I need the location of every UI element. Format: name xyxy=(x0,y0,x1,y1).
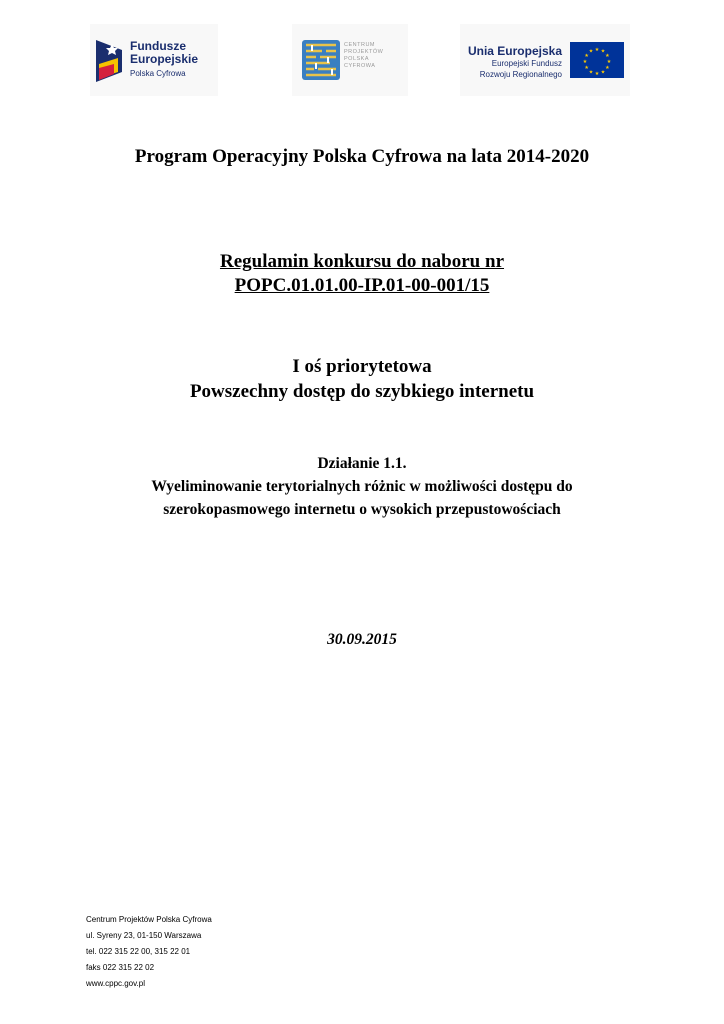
regulation-title xyxy=(0,250,724,298)
svg-text:★: ★ xyxy=(584,65,589,71)
svg-text:★: ★ xyxy=(588,48,594,55)
svg-text:★: ★ xyxy=(588,69,594,76)
svg-text:★: ★ xyxy=(600,69,606,76)
action-name-line2: szerokopasmowego internetu o wysokich przepustowościach xyxy=(163,501,561,518)
footer-address: ul. Syreny 23, 01-150 Warszawa xyxy=(86,931,202,940)
action-name-line1: Wyeliminowanie terytorialnych różnic w możliwości dostępu do xyxy=(151,478,573,495)
footer-phone: tel. 022 315 22 00, 315 22 01 xyxy=(86,947,191,956)
priority-axis-name: Powszechny dostęp do szybkiego internetu xyxy=(189,381,535,402)
action-block xyxy=(0,452,724,521)
svg-text:★: ★ xyxy=(605,65,610,71)
priority-axis-number: I oś priorytetowa xyxy=(292,356,432,377)
cppc-line-2: PROJEKTÓW xyxy=(344,49,384,55)
cppc-logo xyxy=(292,24,408,96)
cppc-line-3: POLSKA xyxy=(344,56,370,62)
svg-text:★: ★ xyxy=(594,71,600,77)
svg-text:★: ★ xyxy=(606,59,612,65)
svg-text:★: ★ xyxy=(605,53,610,59)
footer-web: www.cppc.gov.pl xyxy=(86,979,145,988)
ue-logo-title: Unia Europejska xyxy=(467,44,562,58)
unia-europejska-logo xyxy=(460,24,630,96)
regulation-line1: Regulamin konkursu do naboru nr xyxy=(219,251,505,272)
fe-logo-line2: Europejskie xyxy=(130,52,199,66)
svg-text:★: ★ xyxy=(584,53,589,59)
cppc-maze-icon xyxy=(302,40,340,80)
footer-contact xyxy=(86,912,212,992)
fe-logo-line1: Fundusze xyxy=(130,39,186,53)
fundusze-europejskie-icon xyxy=(96,36,126,86)
cppc-line-4: CYFROWA xyxy=(344,63,376,69)
document-date: 30.09.2015 xyxy=(327,631,397,648)
action-number: Działanie 1.1. xyxy=(317,455,407,472)
eu-flag-icon xyxy=(570,42,624,78)
svg-text:★: ★ xyxy=(600,48,606,55)
cppc-line-1: CENTRUM xyxy=(344,42,375,48)
ue-logo-sub2: Rozwoju Regionalnego xyxy=(479,70,562,79)
fe-logo-line3: Polska Cyfrowa xyxy=(130,69,186,78)
svg-text:★: ★ xyxy=(582,59,588,65)
ue-logo-sub1: Europejski Fundusz xyxy=(491,59,562,68)
fundusze-europejskie-logo xyxy=(90,24,218,96)
regulation-number: POPC.01.01.00-IP.01-00-001/15 xyxy=(234,275,490,296)
program-title: Program Operacyjny Polska Cyfrowa na lata 2014-2020 xyxy=(134,146,590,167)
footer-fax: faks 022 315 22 02 xyxy=(86,963,155,972)
priority-axis xyxy=(0,354,724,404)
svg-text:★: ★ xyxy=(594,47,600,53)
footer-org: Centrum Projektów Polska Cyfrowa xyxy=(86,915,212,924)
